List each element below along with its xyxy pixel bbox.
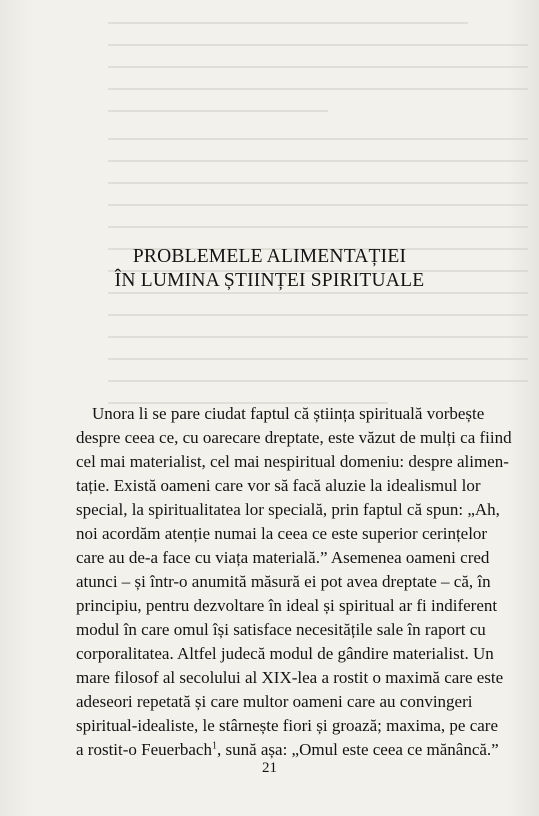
- bleed-through-text: [108, 0, 528, 420]
- chapter-title-line-1: PROBLEMELE ALIMENTAȚIEI: [132, 246, 407, 267]
- body-line-15-end: , sună așa: „Omul este ceea ce mănâncă.”: [216, 740, 499, 759]
- body-line-15-start: a rostit-o Feuerbach: [76, 740, 212, 759]
- body-line-6: noi acordăm atenție numai la ceea ce este superior cerințelor: [76, 524, 488, 543]
- body-line-9: principiu, pentru dezvoltare în ideal și spiritual ar fi indiferent: [76, 596, 498, 615]
- page-number: 21: [262, 760, 277, 776]
- body-line-10: modul în care omul își satisface necesitățile sale în raport cu: [76, 620, 486, 639]
- chapter-title-line-2: ÎN LUMINA ȘTIINȚEI SPIRITUALE: [114, 270, 425, 291]
- body-line-14: spiritual-idealiste, le stârnește fiori și groază; maxima, pe care: [76, 716, 498, 735]
- footnote-marker[interactable]: 1: [211, 740, 217, 752]
- body-line-2: despre ceea ce, cu oarecare dreptate, este văzut de mulți ca fiind: [76, 428, 512, 447]
- body-line-11: corporalitatea. Altfel judecă modul de gândire materialist. Un: [76, 644, 494, 663]
- body-line-4: tație. Există oameni care vor să facă aluzie la idealismul lor: [76, 476, 481, 495]
- body-line-8: atunci – și într-o anumită măsură ei pot avea dreptate – că, în: [76, 572, 491, 591]
- body-line-7: care au de-a face cu viața materială.” Asemenea oameni cred: [76, 548, 490, 567]
- body-line-15: [76, 738, 517, 762]
- body-line-3: cel mai materialist, cel mai nespiritual domeniu: despre alimen-: [76, 452, 509, 471]
- body-line-1: Unora li se pare ciudat faptul că știința spirituală vorbește: [92, 404, 485, 423]
- body-line-12: mare filosof al secolului al XIX-lea a rostit o maximă care este: [76, 668, 504, 687]
- body-line-5: special, la spiritualitatea lor specială, prin faptul că spun: „Ah,: [76, 500, 500, 519]
- body-line-13: adeseori repetată și care multor oameni care au convingeri: [76, 692, 473, 711]
